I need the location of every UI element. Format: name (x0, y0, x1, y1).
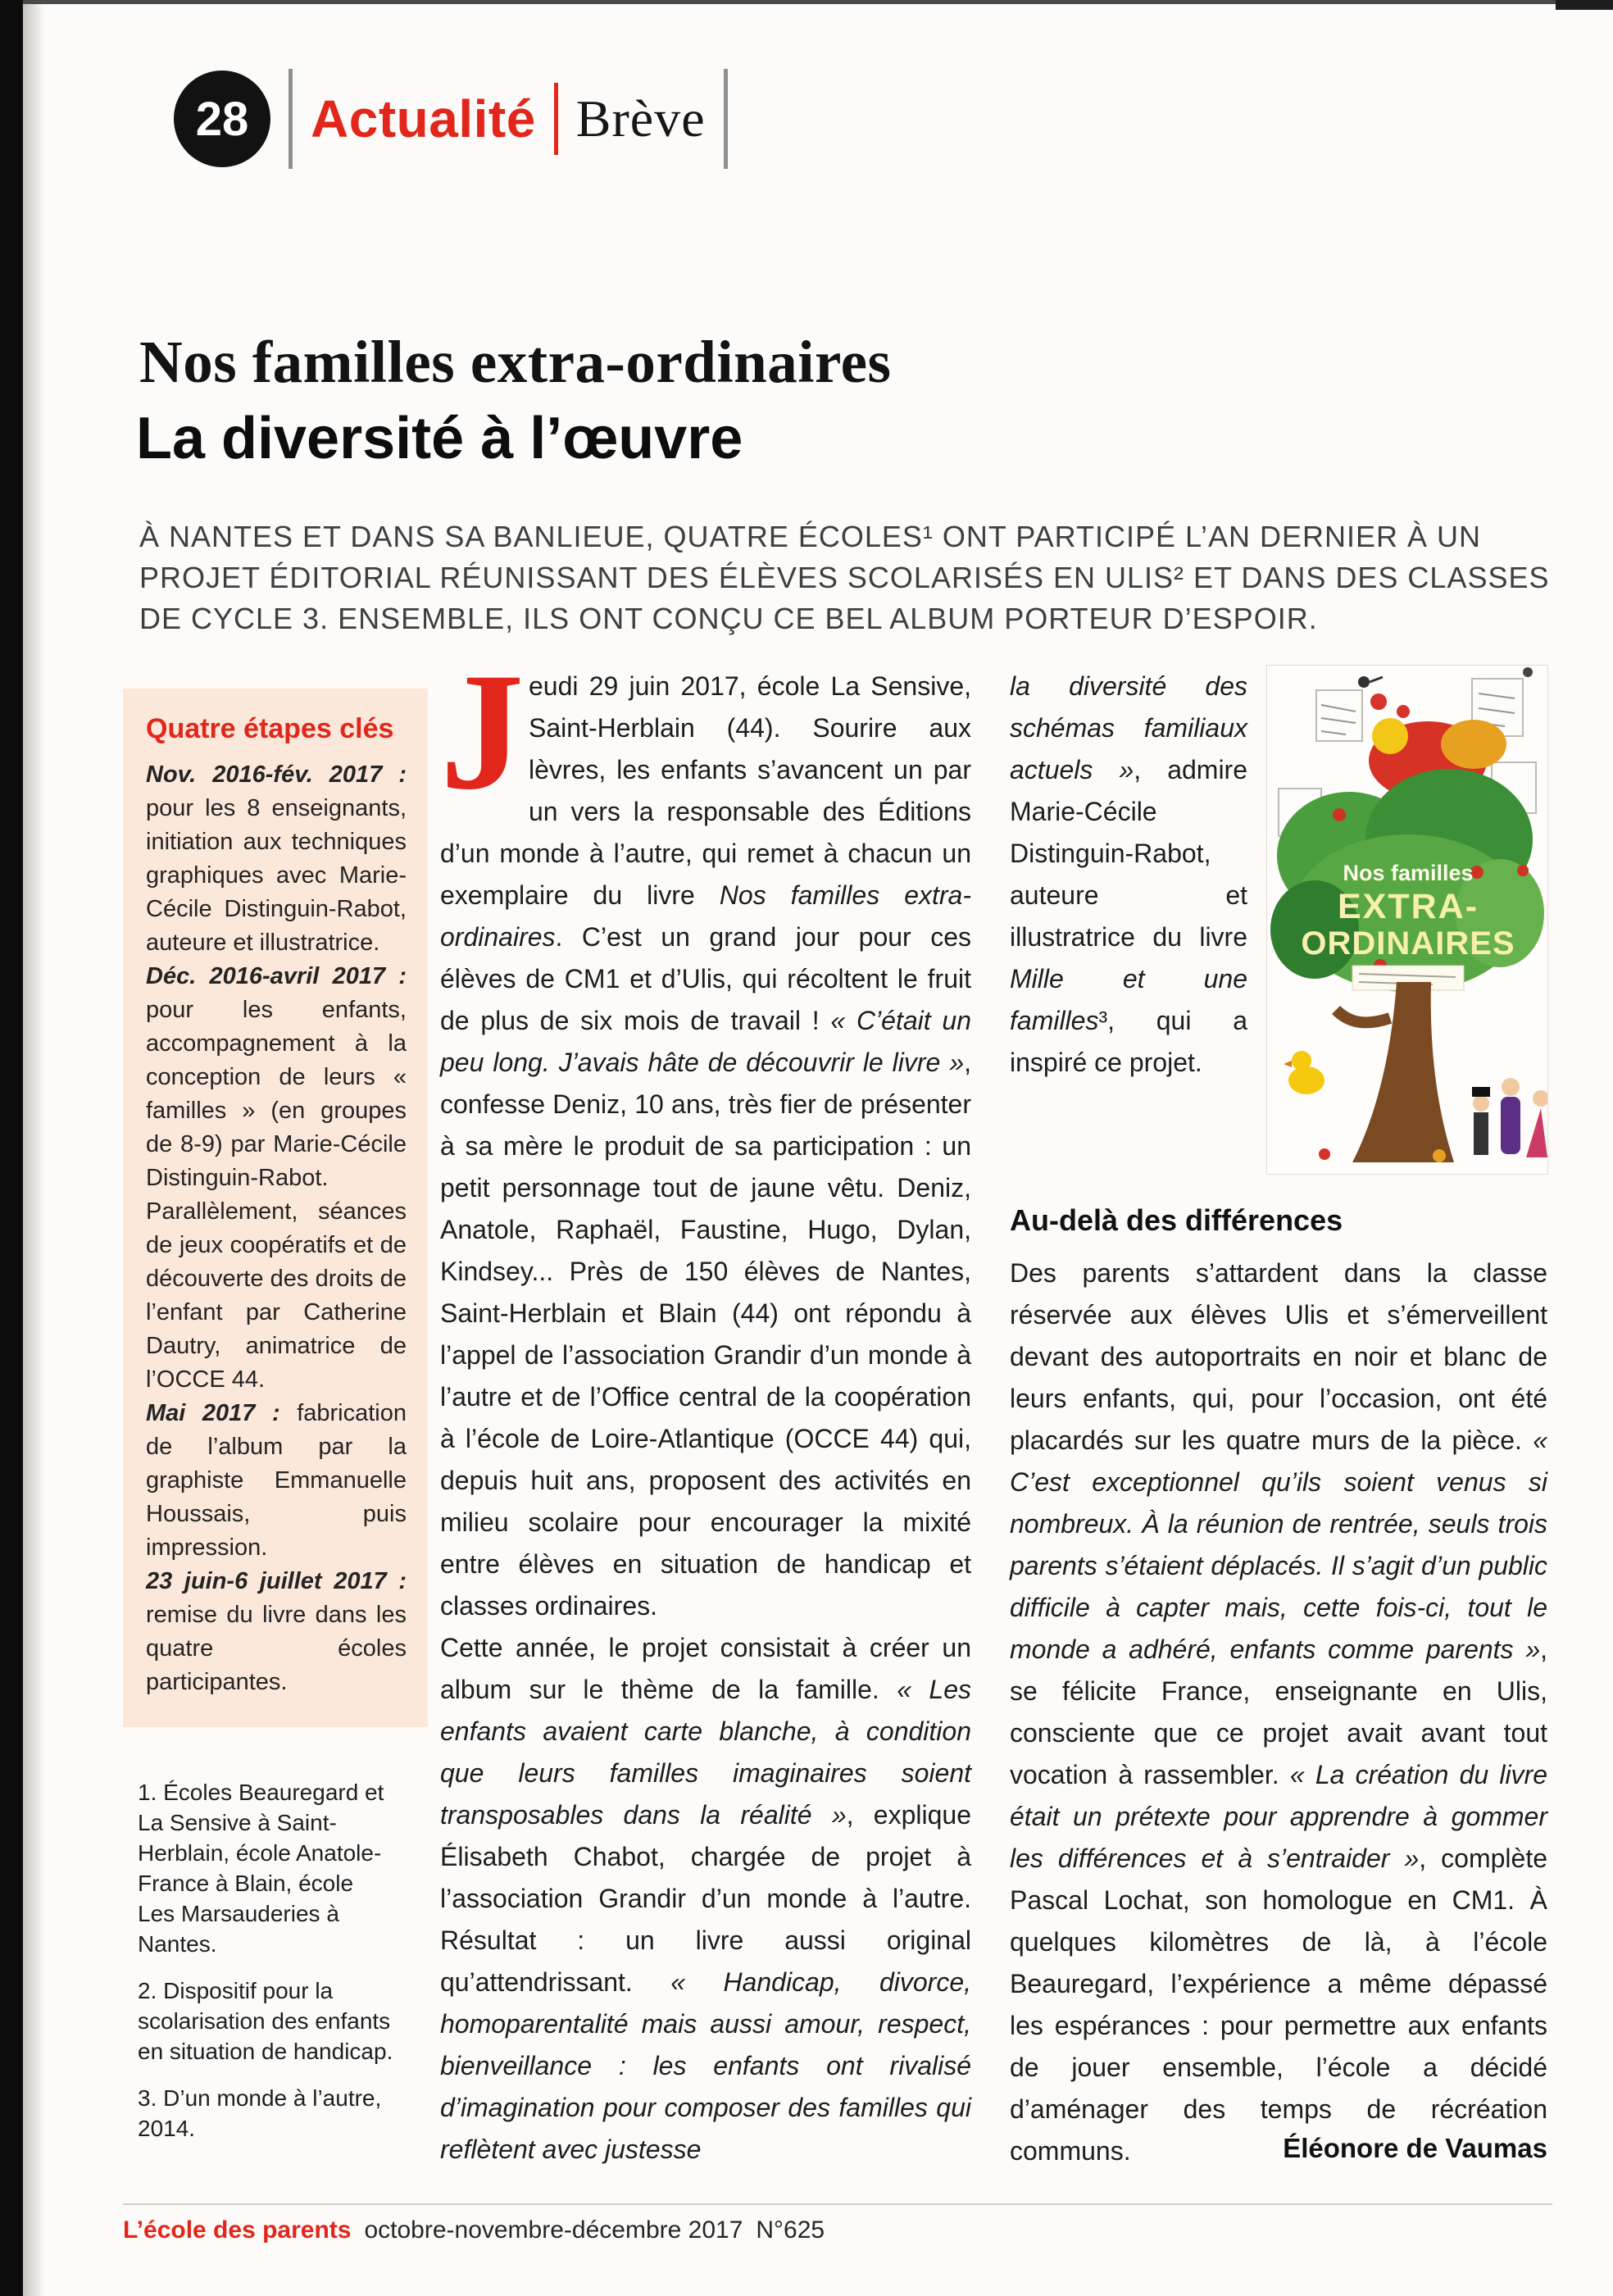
article-kicker-title: Nos familles extra-ordinaires (139, 329, 892, 395)
footnote-1: 1. Écoles Beauregard et La Sensive à Saint-Herblain, école Anatole-France à Blain, école Les Marsauderies à Nantes. (138, 1780, 384, 1957)
sidebar-entry-date: 23 juin-6 juillet 2017 : (146, 1568, 407, 1594)
book-cover-image (1267, 666, 1547, 1174)
scan-edge-top-right (1556, 0, 1613, 10)
sidebar-entry-text: pour les enfants, accompagnement à la conception de leurs « familles » (en groupes de 8-9) par Marie-Cécile Distinguin-Rabot. Parallèlement, séances de jeux coopératifs et de découverte des droits de l’enfant par Catherine Dautry, animatrice de l’OCCE 44. (146, 997, 407, 1393)
page-footer (123, 2216, 825, 2244)
sidebar-entry-text: remise du livre dans les quatre écoles participantes. (146, 1602, 407, 1695)
footnote-2: 2. Dispositif pour la scolarisation des enfants en situation de handicap. (138, 1978, 393, 2064)
article-paragraph: Cette année, le projet consistait à créer un album sur le thème de la famille. « Les enfants avaient carte blanche, à condition que leurs familles imaginaires soient transposables dans la réalité », explique Élisabeth Chabot, chargée de projet à l’association Grandir d’un monde à l’autre. Résultat : un livre aussi original qu’attendrissant. « Handicap, divorce, homoparentalité mais aussi amour, respect, bienveillance : les enfants ont rivalisé d’imagination pour composer des familles qui reflètent avec justesse (440, 1633, 972, 2164)
header-divider (289, 69, 293, 169)
scan-edge-shadow (23, 0, 44, 2296)
footnote-3: 3. D’un monde à l’autre, 2014. (138, 2085, 382, 2141)
standfirst: À NANTES ET DANS SA BANLIEUE, QUATRE ÉCOLES¹ ONT PARTICIPÉ L’AN DERNIER À UN PROJET ÉDITORIAL RÉUNISSANT DES ÉLÈVES SCOLARISÉS EN ULIS² ET DANS DES CLASSES DE CYCLE 3. ENSEMBLE, ILS ONT CONÇU CE BEL ALBUM PORTEUR D’ESPOIR. (139, 520, 1550, 635)
sidebar-entry (146, 1397, 407, 1565)
header-divider (724, 69, 728, 169)
page-number-badge (174, 70, 270, 167)
page-number: 28 (195, 92, 249, 146)
magazine-name: L’école des parents (123, 2216, 352, 2244)
article-paragraph (440, 639, 972, 1627)
paragraph-text: eudi 29 juin 2017, école La Sensive, Saint-Herblain (44). Sourire aux lèvres, les enfants s’avancent un par un vers la responsable des Éditions d’un monde à l’autre, qui remet à chacun un exemplaire du livre Nos familles extra-ordinaires. C’est un grand jour pour ces élèves de CM1 et d’Ulis, qui récoltent le fruit de plus de six mois de travail ! « C’était un peu long. J’avais hâte de découvrir le livre », confesse Deniz, 10 ans, très fier de présenter à sa mère le produit de sa participation : un petit personnage tout de jaune vêtu. Deniz, Anatole, Raphaël, Faustine, Hugo, Dylan, Kindsey... Près de 150 élèves de Nantes, Saint-Herblain et Blain (44) ont répondu à l’appel de l’association Grandir d’un monde à l’autre et de l’Office central de la coopération à l’école de Loire-Atlantique (OCCE 44) qui, depuis huit ans, proposent des activités en milieu scolaire pour encourager la mixité entre élèves en situation de handicap et classes ordinaires. (440, 671, 972, 1621)
sidebar-entry-date: Nov. 2016-fév. 2017 : (146, 762, 407, 788)
issue-date: octobre-novembre-décembre 2017 (364, 2216, 743, 2244)
sidebar-entry-text: pour les 8 enseignants, initiation aux techniques graphiques avec Marie-Cécile Distinguin-Rabot, auteure et illustratrice. (146, 795, 407, 956)
subsection-label: Brève (575, 89, 706, 148)
article-paragraph: Des parents s’attardent dans la classe réservée aux élèves Ulis et s’émerveillent devant des autoportraits en noir et blanc de leurs enfants, qui, pour l’occasion, ont été placardés sur les quatre murs de la pièce. « C’est exceptionnel qu’ils soient venus si nombreux. À la réunion de rentrée, seuls trois parents s’étaient déplacés. Il s’agit d’un public difficile à capter mais, cette fois-ci, tout le monde a adhéré, enfants comme parents », se félicite France, enseignante en Ulis, consciente que ce projet avait avant tout vocation à rassembler. « La création du livre était un prétexte pour apprendre à gommer les différences et à s’entraider », complète Pascal Lochat, son homologue en CM1. À quelques kilomètres de là, à l’école Beauregard, l’expérience a même dépassé les espérances : pour permettre aux enfants de jouer ensemble, l’école a décidé d’aménager des temps de récréation communs. (1010, 1258, 1548, 2166)
header-divider-red (554, 83, 558, 155)
article-subheading: Au-delà des différences (1010, 1203, 1343, 1237)
cover-title-line2: ORDINAIRES (1301, 925, 1515, 962)
book-cover-illustration (1267, 666, 1547, 1174)
drop-cap: J (440, 639, 525, 825)
sidebar-entry-date: Mai 2017 : (146, 1400, 280, 1426)
article-main-title: La diversité à l’œuvre (136, 406, 743, 471)
sidebar-title: Quatre étapes clés (146, 713, 394, 744)
cover-title-line1: EXTRA- (1337, 887, 1479, 926)
article-column-center (440, 639, 972, 2171)
footer-rule (123, 2203, 1552, 2205)
sidebar-key-steps (123, 689, 428, 1727)
section-label: Actualité (311, 89, 536, 148)
sidebar-entry-text: fabrication de l’album par la graphiste Emmanuelle Houssais, puis impression. (146, 1400, 407, 1561)
sidebar-entry-date: Déc. 2016-avril 2017 : (146, 963, 407, 989)
right-column-top-row (1010, 666, 1547, 1174)
cover-series-title: Nos familles (1343, 861, 1474, 885)
article-paragraph-narrow: la diversité des schémas familiaux actuels », admire Marie-Cécile Distinguin-Rabot, auteure et illustratrice du livre Mille et une familles³, qui a inspiré ce projet. (1010, 671, 1248, 1077)
sidebar-entry (146, 1565, 407, 1699)
sidebar-entry (146, 758, 407, 960)
author-byline: Éléonore de Vaumas (1283, 2133, 1547, 2163)
issue-number: N°625 (756, 2216, 825, 2244)
page-header (174, 69, 728, 169)
footnotes (138, 1777, 393, 2160)
scan-edge-left (0, 0, 23, 2296)
scan-edge-top (23, 0, 1613, 4)
sidebar-entry (146, 960, 407, 1397)
article-column-right (1010, 666, 1547, 2164)
